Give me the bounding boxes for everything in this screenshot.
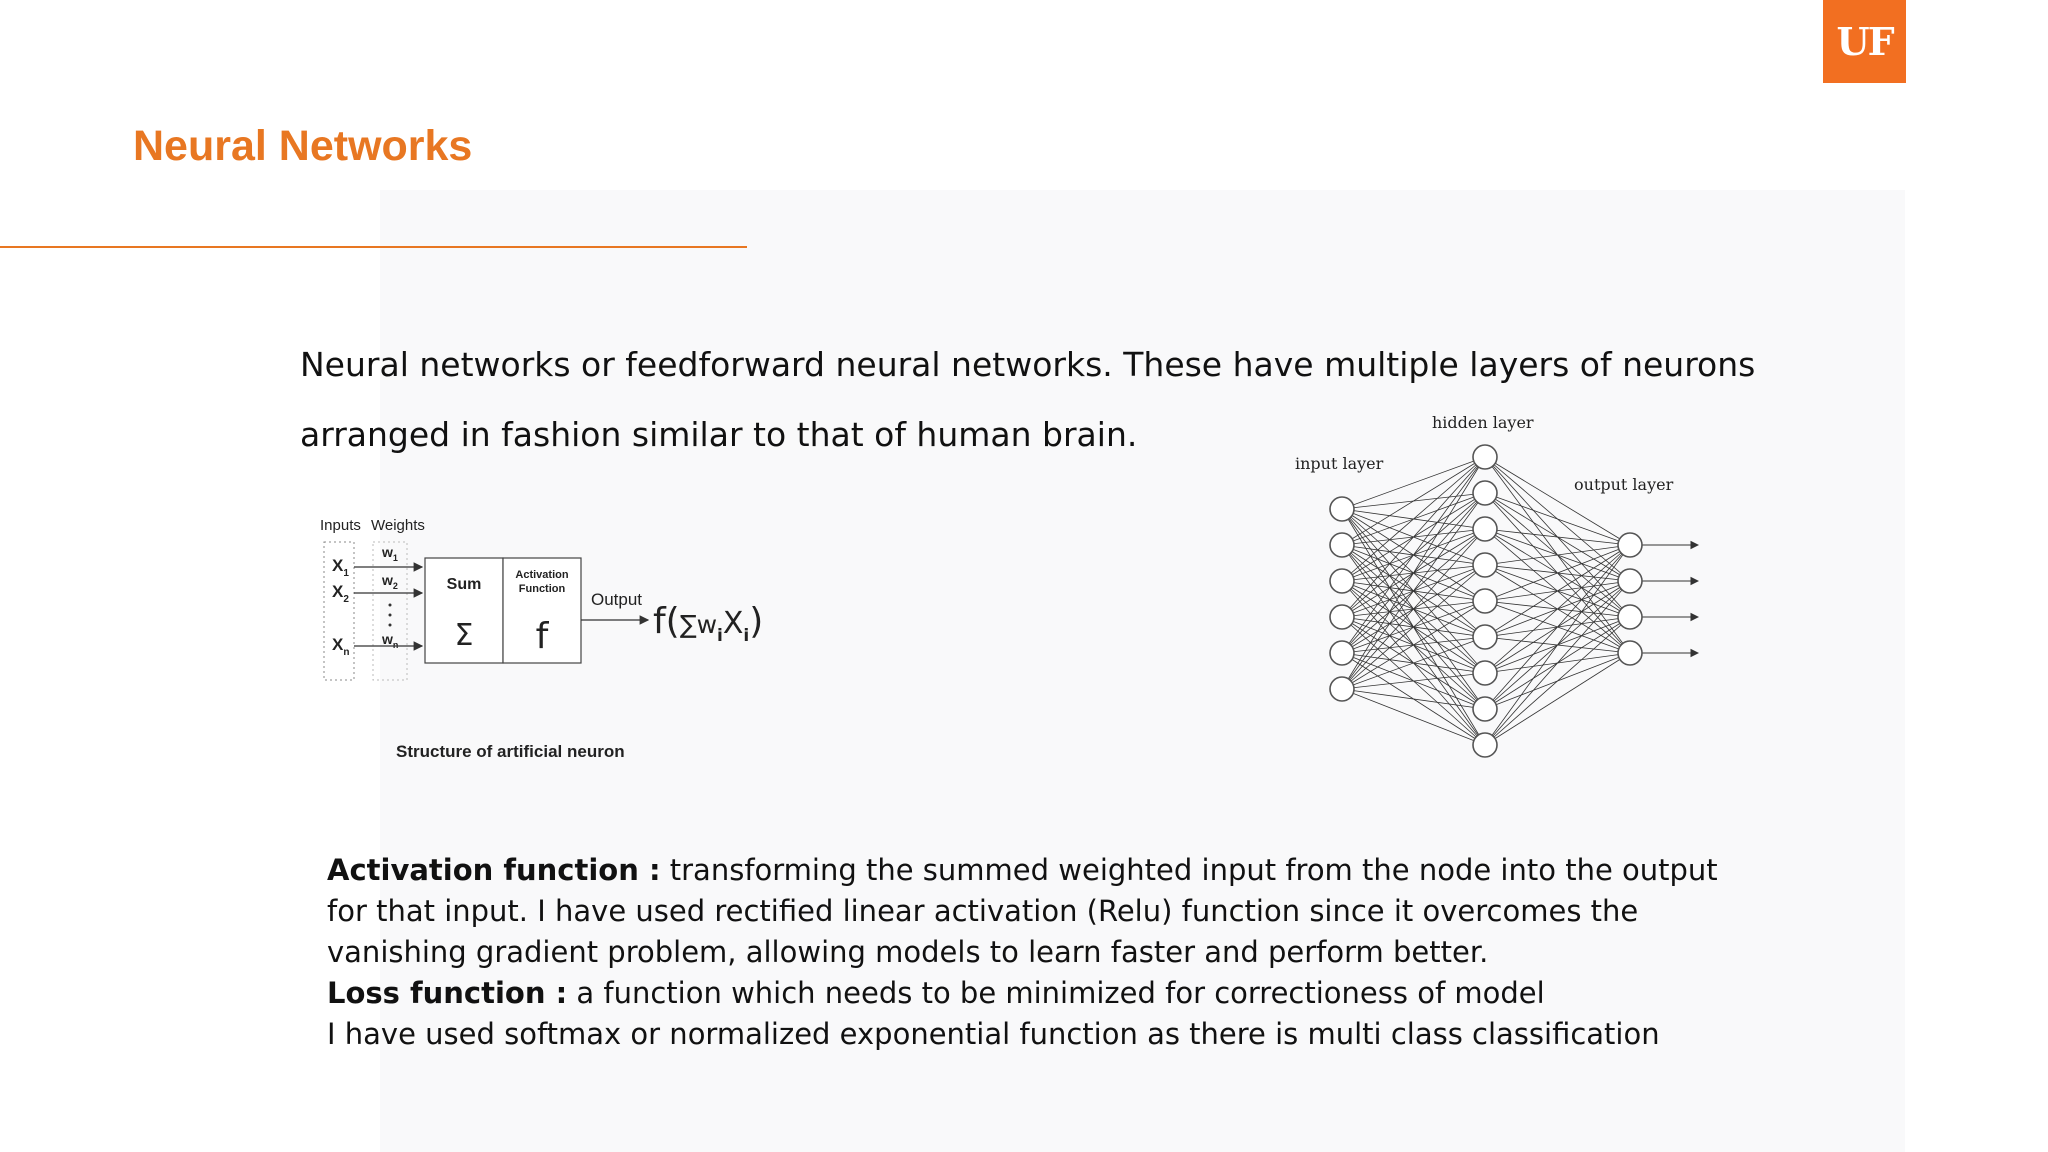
connection-edge [1485,581,1630,745]
details-text [327,850,1737,1055]
input-neuron [1330,641,1354,665]
sum-symbol: Σ [454,618,474,653]
sum-label: Sum [446,576,482,593]
output-neuron [1618,533,1642,557]
input-neuron [1330,605,1354,629]
weights-box [373,542,407,680]
hidden-neuron [1473,625,1497,649]
loss-term: Loss function : [327,976,568,1010]
hidden-neuron [1473,553,1497,577]
connection-edge [1485,617,1630,745]
connection-edge [1342,689,1485,745]
input-neuron [1330,677,1354,701]
output-label: Output [591,590,643,609]
xn-label: $X_n$ [332,635,350,658]
input-neuron [1330,569,1354,593]
ellipsis-dot [389,604,392,607]
output-neuron [1618,569,1642,593]
w2-label: $w_2$ [382,572,398,591]
activation-label-1: Activation [515,569,569,581]
input-neuron [1330,533,1354,557]
activation-paragraph [327,850,1737,973]
neuron-diagram [300,505,820,775]
hidden-neuron [1473,697,1497,721]
intro-line-1: Neural networks or feedforward neural networks. These have multiple layers of neurons [300,345,1756,384]
x2-label: $X_2$ [332,582,349,605]
weights-label: Weights [371,517,425,534]
x1-label: $X_1$ [332,556,349,579]
ellipsis-dot [389,624,392,627]
softmax-paragraph: I have used softmax or normalized exponential function as there is multi class classification [327,1017,1660,1051]
input-neuron [1330,497,1354,521]
inputs-label: Inputs [320,517,361,534]
output-layer-label: output layer [1574,475,1674,494]
hidden-neuron [1473,517,1497,541]
hidden-neuron [1473,733,1497,757]
loss-description: a function which needs to be minimized for correctioness of model [567,976,1545,1010]
hidden-neuron [1473,481,1497,505]
w1-label: $w_1$ [382,544,398,563]
output-neuron [1618,641,1642,665]
connection-edge [1342,689,1485,709]
activation-symbol: f [535,616,549,657]
network-diagram [1280,405,1710,770]
hidden-neuron [1473,445,1497,469]
title-underline [0,246,747,248]
ellipsis-dot [389,614,392,617]
hidden-neuron [1473,589,1497,613]
input-layer-label: input layer [1295,454,1384,473]
intro-line-2: arranged in fashion similar to that of human brain. [300,415,1138,454]
connection-edge [1485,545,1630,709]
connection-edge [1485,653,1630,745]
activation-term: Activation function : [327,853,661,887]
loss-paragraph [327,973,1737,1014]
slide-title: Neural Networks [133,122,473,170]
hidden-layer-label: hidden layer [1432,413,1534,432]
output-formula: $f(\sum w_i^X_i)$ [653,601,764,646]
uf-logo [1823,0,1906,83]
wn-label: $w_n$ [382,631,399,650]
neuron-caption: Structure of artificial neuron [396,742,625,761]
activation-label-2: Function [518,583,566,595]
logo-text: UF [1836,19,1893,64]
activation-description: transforming the summed weighted input from the node into the output for that input. I have used rectified linear activation (Relu) function since it overcomes the vanishing gradient problem, allowing models to learn faster and perform better. [327,853,1718,969]
hidden-neuron [1473,661,1497,685]
output-neuron [1618,605,1642,629]
